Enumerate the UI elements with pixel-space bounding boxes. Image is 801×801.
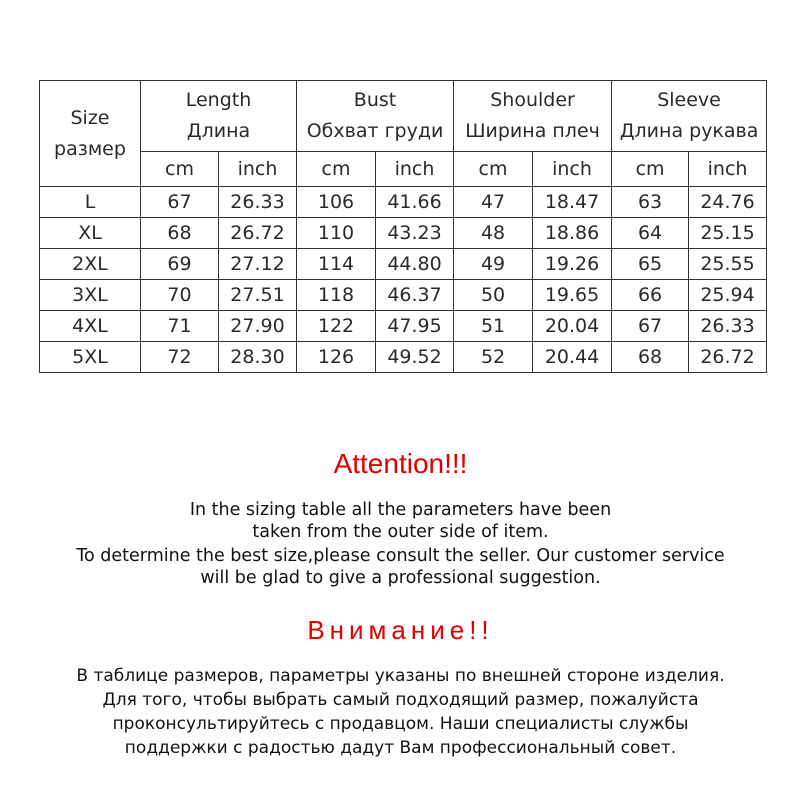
sleeve-header-en: Sleeve: [657, 89, 721, 111]
note-line: To determine the best size,please consult the seller. Our customer service: [76, 546, 725, 566]
shoulder-header-en: Shoulder: [490, 89, 575, 111]
size-cell: 5XL: [40, 342, 141, 373]
value-cell: 26.72: [689, 342, 767, 373]
value-cell: 43.23: [376, 218, 454, 249]
table-row: [40, 187, 767, 218]
value-cell: 44.80: [376, 249, 454, 280]
value-cell: 126: [297, 342, 376, 373]
length-header-ru: Длина: [186, 120, 251, 142]
value-cell: 26.33: [219, 187, 297, 218]
value-cell: 52: [454, 342, 533, 373]
sleeve-header-cell: [612, 81, 767, 152]
value-cell: 26.33: [689, 311, 767, 342]
value-cell: 68: [141, 218, 219, 249]
unit-cell: cm: [454, 152, 533, 187]
value-cell: 25.94: [689, 280, 767, 311]
value-cell: 28.30: [219, 342, 297, 373]
length-header-cell: [141, 81, 297, 152]
note-line: will be glad to give a professional suggestion.: [200, 568, 601, 588]
note-line: проконсультируйтесь с продавцом. Наши специалисты службы: [112, 714, 689, 734]
value-cell: 18.47: [533, 187, 612, 218]
value-cell: 68: [612, 342, 689, 373]
unit-cell: inch: [376, 152, 454, 187]
value-cell: 20.44: [533, 342, 612, 373]
unit-cell: cm: [612, 152, 689, 187]
length-header-en: Length: [185, 89, 252, 111]
table-row: [40, 249, 767, 280]
size-cell: 4XL: [40, 311, 141, 342]
value-cell: 49: [454, 249, 533, 280]
bust-header-cell: [297, 81, 454, 152]
value-cell: 27.90: [219, 311, 297, 342]
vnimanie-title: Внимание!!: [307, 615, 494, 645]
attention-title: Attention!!!: [333, 448, 468, 479]
value-cell: 48: [454, 218, 533, 249]
value-cell: 67: [612, 311, 689, 342]
value-cell: 65: [612, 249, 689, 280]
size-cell: 3XL: [40, 280, 141, 311]
value-cell: 51: [454, 311, 533, 342]
value-cell: 63: [612, 187, 689, 218]
value-cell: 106: [297, 187, 376, 218]
note-en-consult-seller: [0, 545, 801, 589]
value-cell: 114: [297, 249, 376, 280]
value-cell: 19.26: [533, 249, 612, 280]
unit-cell: cm: [297, 152, 376, 187]
note-line: В таблице размеров, параметры указаны по внешней стороне изделия.: [76, 666, 725, 686]
value-cell: 72: [141, 342, 219, 373]
unit-cell: inch: [533, 152, 612, 187]
note-line: In the sizing table all the parameters have been: [189, 500, 612, 520]
value-cell: 26.72: [219, 218, 297, 249]
note-ru: [0, 664, 801, 760]
sleeve-header-ru: Длина рукава: [619, 120, 759, 142]
value-cell: 67: [141, 187, 219, 218]
bust-header-ru: Обхват груди: [306, 120, 444, 142]
value-cell: 110: [297, 218, 376, 249]
note-line: поддержки с радостью дадут Вам профессиональный совет.: [124, 738, 677, 758]
value-cell: 71: [141, 311, 219, 342]
value-cell: 27.51: [219, 280, 297, 311]
value-cell: 27.12: [219, 249, 297, 280]
shoulder-header-cell: [454, 81, 612, 152]
value-cell: 25.15: [689, 218, 767, 249]
value-cell: 64: [612, 218, 689, 249]
value-cell: 25.55: [689, 249, 767, 280]
value-cell: 50: [454, 280, 533, 311]
unit-cell: cm: [141, 152, 219, 187]
unit-cell: inch: [219, 152, 297, 187]
value-cell: 70: [141, 280, 219, 311]
size-chart-table: [39, 80, 767, 373]
table-row: [40, 280, 767, 311]
table-row: [40, 342, 767, 373]
value-cell: 49.52: [376, 342, 454, 373]
value-cell: 47.95: [376, 311, 454, 342]
value-cell: 24.76: [689, 187, 767, 218]
value-cell: 122: [297, 311, 376, 342]
size-cell: L: [40, 187, 141, 218]
size-header-en: Size: [70, 106, 110, 129]
value-cell: 41.66: [376, 187, 454, 218]
size-cell: XL: [40, 218, 141, 249]
value-cell: 18.86: [533, 218, 612, 249]
value-cell: 69: [141, 249, 219, 280]
value-cell: 46.37: [376, 280, 454, 311]
size-header-ru: размер: [54, 137, 126, 160]
value-cell: 66: [612, 280, 689, 311]
value-cell: 19.65: [533, 280, 612, 311]
note-line: Для того, чтобы выбрать самый подходящий размер, пожалуйста: [102, 690, 699, 710]
bust-header-en: Bust: [353, 89, 397, 111]
note-en-outer-side: [0, 499, 801, 543]
value-cell: 47: [454, 187, 533, 218]
value-cell: 20.04: [533, 311, 612, 342]
table-row: [40, 311, 767, 342]
value-cell: 118: [297, 280, 376, 311]
shoulder-header-ru: Ширина плеч: [465, 120, 600, 142]
size-header-cell: [40, 81, 141, 187]
size-cell: 2XL: [40, 249, 141, 280]
note-line: taken from the outer side of item.: [252, 522, 549, 542]
table-row: [40, 218, 767, 249]
unit-cell: inch: [689, 152, 767, 187]
